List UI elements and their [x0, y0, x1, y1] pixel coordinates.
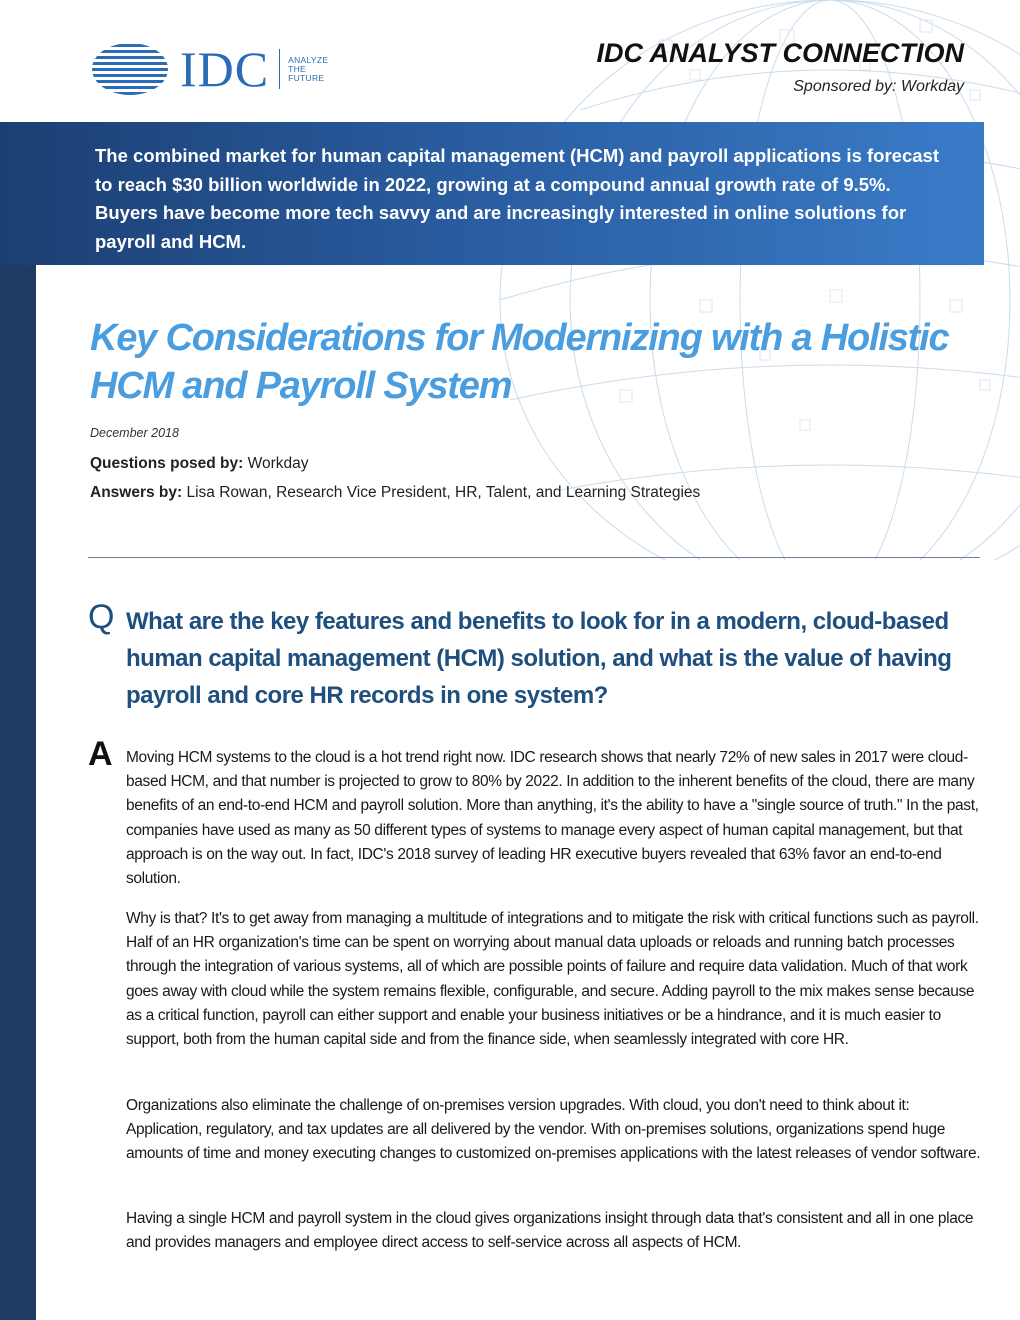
answers-by — [90, 484, 700, 502]
summary-banner-text: The combined market for human capital management (HCM) and payroll applications is forecast to reach $30 billion worldwide in 2022, growing at a compound annual growth rate of 9.5%. Buyers have become more tech savvy and are increasingly interested in online solutions for payroll and HCM. — [95, 145, 939, 252]
left-accent-bar — [0, 122, 36, 1320]
document-title: Key Considerations for Modernizing with a Holistic HCM and Payroll System — [90, 317, 949, 407]
question-text: What are the key features and benefits to look for in a modern, cloud-based human capital management (HCM) solution, and what is the value of having payroll and core HR records in one system? — [126, 608, 952, 709]
idc-logo — [90, 42, 348, 96]
logo-divider — [279, 49, 280, 89]
answer-paragraph-1: Moving HCM systems to the cloud is a hot trend right now. IDC research shows that nearly 72% of new sales in 2017 were cloud-based HCM, and that number is projected to grow to 80% by 2022. In addition to the inherent benefits of the cloud, there are many benefits of an end-to-end HCM and payroll solution. More than anything, it's the ability to have a "single source of truth." In the past, companies have used as many as 50 different types of systems to manage every aspect of human capital management, but that approach is on the way out. In fact, IDC's 2018 survey of leading HR executive buyers revealed that 63% favor an end-to-end solution. — [126, 749, 979, 888]
logo-tagline: ANALYZE THE FUTURE — [288, 54, 329, 83]
answer-paragraph-2: Why is that? It's to get away from managing a multitude of integrations and to mitigate the risk with critical functions such as payroll. Half of an HR organization's time can be spent on worrying about manual data uploads or reloads and running batch processes through the integration of various systems, all of which are possible points of failure and require data validation. Much of that work goes away with cloud while the system remains flexible, configurable, and secure. Adding payroll to the mix makes sense because as a critical function, payroll can either support and enable your business initiatives or be a hindrance, and it is much easier to support, both from the human capital side and from the finance side, when seamlessly integrated with core HR. — [126, 910, 979, 1049]
questions-value: Workday — [247, 455, 309, 472]
sponsor-line: Sponsored by: Workday — [793, 78, 964, 95]
question-marker: Q — [88, 598, 115, 636]
answer-paragraph-3: Organizations also eliminate the challenge of on-premises version upgrades. With cloud, you don't need to think about it: Application, regulatory, and tax updates are all delivered by the vendor. With on-premises solutions, organizations spend huge amounts of time and money executing changes to customized on-premises applications with the latest releases of vendor software. — [126, 1097, 981, 1163]
section-divider — [88, 557, 980, 558]
logo-globe-icon — [90, 42, 170, 96]
answers-label: Answers by: — [90, 484, 183, 501]
answer-paragraph-4: Having a single HCM and payroll system in the cloud gives organizations insight through data that's consistent and all in one place and provides managers and employee direct access to self-service across all aspects of HCM. — [126, 1210, 974, 1252]
answer-marker: A — [88, 735, 113, 773]
answers-value: Lisa Rowan, Research Vice President, HR, Talent, and Learning Strategies — [186, 484, 701, 501]
document-date: December 2018 — [90, 426, 179, 440]
report-type-title: IDC ANALYST CONNECTION — [596, 38, 964, 68]
logo-text: IDC — [180, 41, 270, 97]
questions-label: Questions posed by: — [90, 455, 244, 472]
questions-posed-by — [90, 455, 309, 473]
